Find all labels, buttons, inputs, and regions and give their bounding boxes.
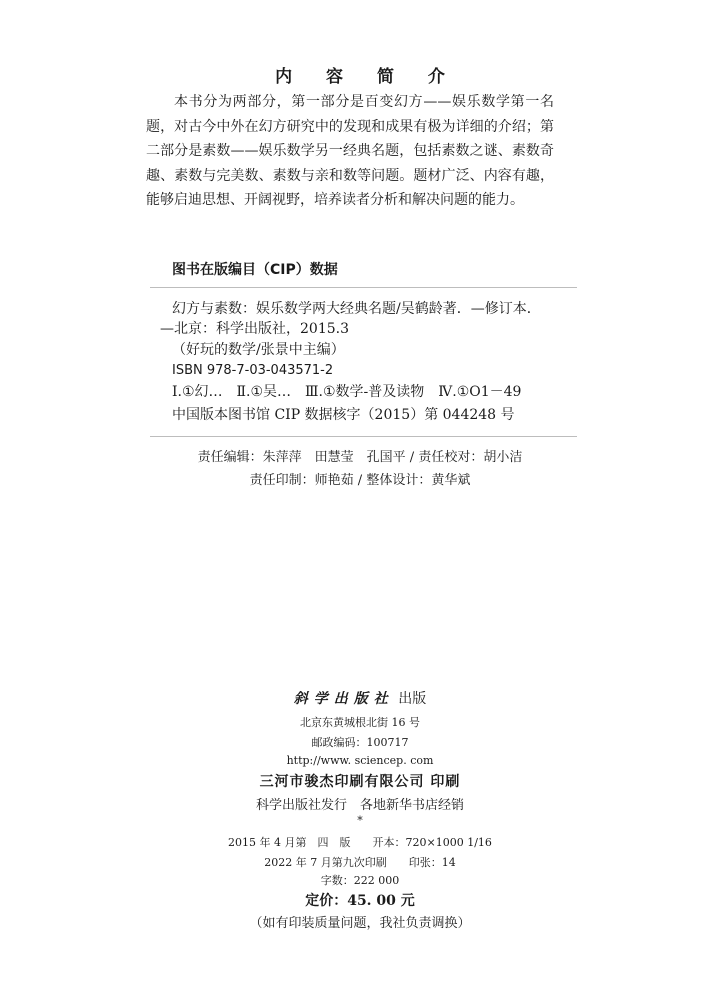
- intro-body: 本书分为两部分，第一部分是百变幻方——娱乐数学第一名题，对古今中外在幻方研究中的发现和成果有极为详细的介绍；第二部分是素数——娱乐数学另一经典名题，包括素数之谜、素数奇趣、素数与完美数、素数与亲和数等问题。题材广泛、内容有趣，能够启迪思想、开阔视野，培养读者分析和解决问题的能力。: [146, 94, 554, 208]
- publisher-line: [0, 688, 720, 708]
- cip-line-classification: Ⅰ.①幻… Ⅱ.①吴… Ⅲ.①数学-普及读物 Ⅳ.①O1－49: [172, 384, 522, 400]
- cip-line-isbn: ISBN 978-7-03-043571-2: [172, 363, 334, 378]
- printer-line: 三河市骏杰印刷有限公司 印刷: [259, 774, 461, 790]
- cip-bottom-divider: [150, 436, 577, 437]
- printing-design-line: 责任印制：师艳茹 / 整体设计：黄华斌: [249, 473, 471, 488]
- cip-top-divider: [150, 287, 577, 288]
- publisher-website: http://www. sciencep. com: [286, 754, 434, 767]
- edition-line: 2015 年 4 月第 四 版 开本：720×1000 1/16: [228, 836, 492, 849]
- cip-line-title: 幻方与素数：娱乐数学两大经典名题/吴鹤龄著．—修订本．: [172, 301, 541, 317]
- editors-line: 责任编辑：朱萍萍 田慧莹 孔国平 / 责任校对：胡小洁: [197, 450, 523, 465]
- cip-line-publisher: —北京：科学出版社，2015.3: [160, 321, 349, 337]
- cip-heading: 图书在版编目（CIP）数据: [172, 262, 338, 278]
- cip-line-series: （好玩的数学/张景中主编）: [172, 342, 345, 358]
- intro-title: 内 容 简 介: [275, 67, 459, 87]
- printing-line: 2022 年 7 月第九次印刷 印张：14: [264, 856, 456, 869]
- publisher-postcode: 邮政编码：100717: [311, 736, 409, 749]
- price: 定价：45. 00 元: [305, 893, 415, 909]
- publisher-logo: 斜学出版社: [293, 691, 394, 707]
- separator-asterisk: *: [357, 814, 363, 827]
- distribution-line: 科学出版社发行 各地新华书店经销: [255, 798, 464, 813]
- publisher-suffix: 出版: [398, 691, 427, 707]
- cip-line-record: 中国版本图书馆 CIP 数据核字（2015）第 044248 号: [172, 407, 515, 423]
- word-count: 字数：222 000: [320, 874, 400, 887]
- quality-notice: （如有印装质量问题，我社负责调换）: [249, 916, 471, 931]
- publisher-address: 北京东黄城根北街 16 号: [300, 716, 420, 729]
